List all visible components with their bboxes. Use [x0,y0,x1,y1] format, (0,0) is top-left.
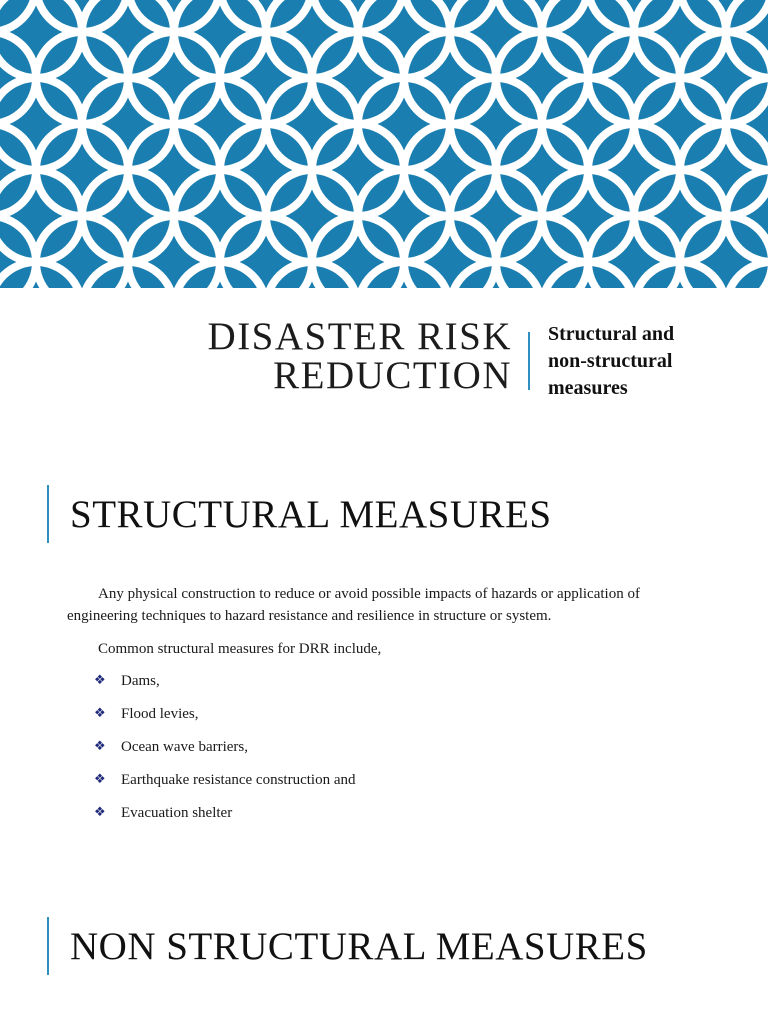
diamond-bullet-icon: ❖ [94,772,106,787]
subtitle-line-2: non-structural [548,350,673,372]
main-title [208,317,512,395]
list-item-text: Ocean wave barriers, [121,739,249,755]
section-accent-bar [47,485,49,543]
list-item [94,736,356,769]
list-item [94,703,356,736]
diamond-bullet-icon: ❖ [94,739,106,754]
subtitle-line-3: measures [548,377,628,399]
circle-pattern-graphic [0,0,768,288]
non-structural-measures-section [0,917,768,1024]
definition-paragraph: Any physical construction to reduce or avoid possible impacts of hazards or application of engineering techniques to hazard resistance and resilience in structure or system. [67,586,640,624]
subtitle [548,321,748,402]
section-heading: STRUCTURAL MEASURES [70,493,552,536]
list-item-text: Evacuation shelter [121,805,233,821]
main-title-line-1: DISASTER RISK [207,315,512,358]
title-divider [528,332,530,390]
list-item-text: Dams, [121,673,160,689]
list-item-text: Flood levies, [121,706,199,722]
list-item [94,670,356,703]
structural-measures-list [94,670,356,835]
diamond-bullet-icon: ❖ [94,673,106,688]
list-item-text: Earthquake resistance construction and [121,772,356,788]
list-item [94,769,356,802]
title-slide [0,288,768,438]
list-item [94,802,356,835]
intro-paragraph: Common structural measures for DRR include, [98,641,382,657]
section-heading: NON STRUCTURAL MEASURES [70,925,648,968]
structural-measures-section [0,485,768,845]
decorative-pattern-banner [0,0,768,288]
subtitle-line-1: Structural and [548,323,675,345]
section-accent-bar [47,917,49,975]
diamond-bullet-icon: ❖ [94,805,106,820]
diamond-bullet-icon: ❖ [94,706,106,721]
main-title-line-2: REDUCTION [273,354,512,397]
